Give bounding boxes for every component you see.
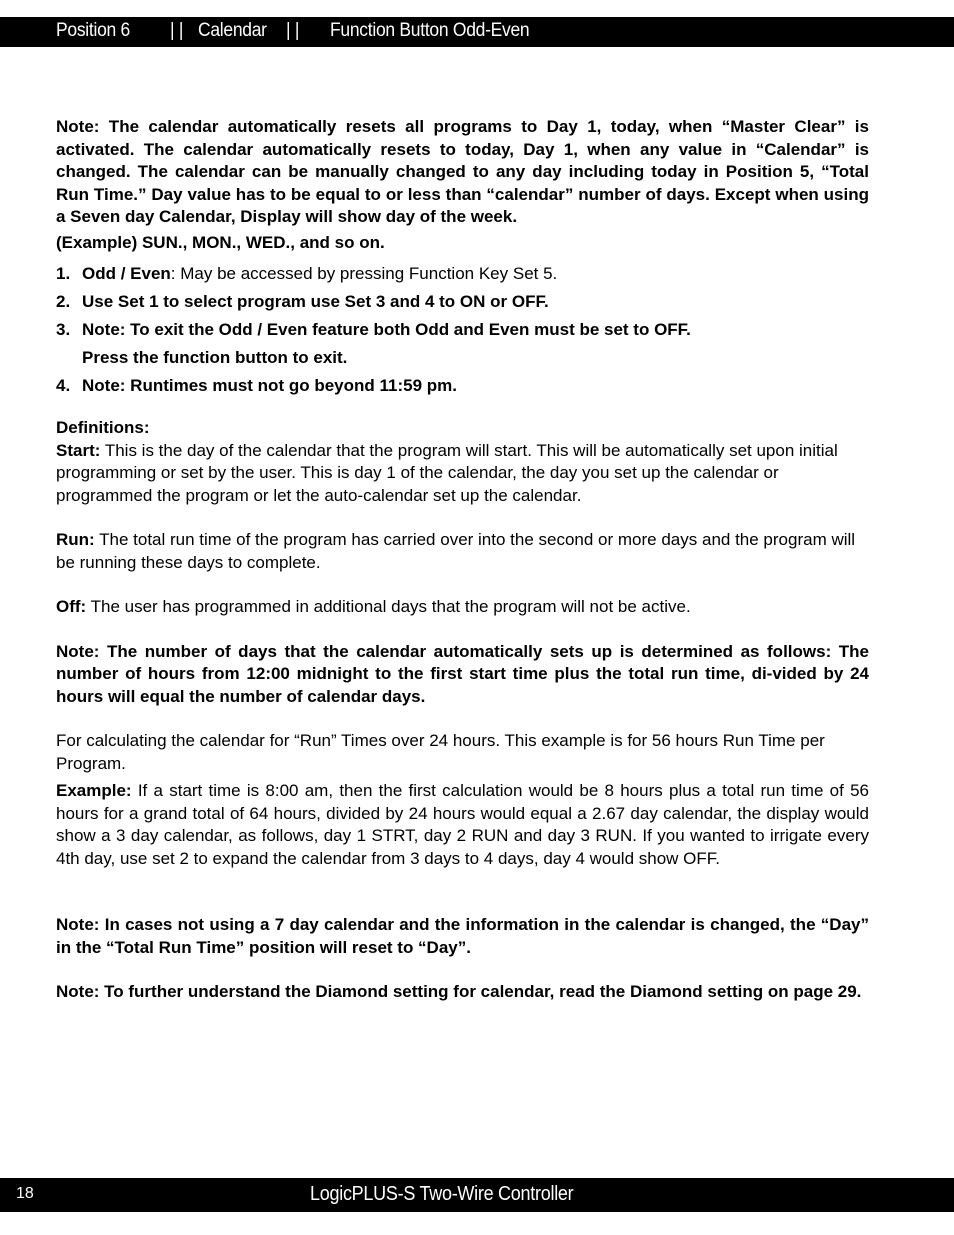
footer-title: LogicPLUS-S Two-Wire Controller xyxy=(310,1183,574,1205)
step-text: Note: To exit the Odd / Even feature both Odd and Even must be set to OFF. xyxy=(82,320,691,339)
diamond-setting-note: Note: To further understand the Diamond setting for calendar, read the Diamond setting on page 29. xyxy=(56,982,862,1001)
list-item: 3. Note: To exit the Odd / Even feature both Odd and Even must be set to OFF. xyxy=(56,316,869,344)
header-separator: | | xyxy=(286,20,300,41)
calendar-days-note: Note: The number of days that the calendar automatically sets up is determined as follows: The number of hours from 12:00 midnight to the first start time plus the total run time, di-vided by 24 hours will equal the number of calendar days. xyxy=(56,641,869,706)
list-item: 1. Odd / Even: May be accessed by pressing Function Key Set 5. xyxy=(56,264,558,283)
header-position: Position 6 xyxy=(56,20,131,41)
definition-off: Off: The user has programmed in additional days that the program will not be active. xyxy=(56,597,691,616)
step-text: Press the function button to exit. xyxy=(82,348,348,367)
header-section: Calendar xyxy=(198,20,267,41)
definition-run: Run: The total run time of the program has carried over into the second or more days and the program will be running these days to complete. xyxy=(56,530,856,572)
header-topic: Function Button Odd-Even xyxy=(330,20,530,41)
list-item: 2. Use Set 1 to select program use Set 3 and 4 to ON or OFF. xyxy=(56,288,869,316)
calendar-example-note: (Example) SUN., MON., WED., and so on. xyxy=(56,232,385,252)
list-item: 4. Note: Runtimes must not go beyond 11:59 pm. xyxy=(56,372,869,400)
step-label: Odd / Even xyxy=(82,264,171,283)
header-separator: | | xyxy=(170,20,184,41)
footer-bar xyxy=(0,1178,954,1212)
seven-day-note: Note: In cases not using a 7 day calendar and the information in the calendar is changed, the “Day” in the “Total Run Time” position will reset to “Day”. xyxy=(56,915,869,957)
header-bar xyxy=(0,17,954,47)
example-paragraph: Example: If a start time is 8:00 am, then the first calculation would be 8 hours plus a total run time of 56 hours for a grand total of 64 hours, divided by 24 hours would equal a 2.67 day calendar, the display would show a 3 day calendar, as follows, day 1 STRT, day 2 RUN and day 3 RUN. If you wanted to irrigate every 4th day, use set 2 to expand the calendar from 3 days to 4 days, day 4 would show OFF. xyxy=(56,781,869,868)
calendar-reset-note: Note: The calendar automatically resets all programs to Day 1, today, when “Master Clear” is activated. The calendar automatically resets to today, Day 1, when any value in “Calendar” is changed. The calendar can be manually changed to any day including today in Position 5, “Total Run Time.” Day value has to be equal to or less than “calendar” number of days. Except when using a Seven day Calendar, Display will show day of the week. xyxy=(56,117,869,226)
calculation-intro: For calculating the calendar for “Run” Times over 24 hours. This example is for 56 hours Run Time per Program. xyxy=(56,731,825,773)
page-body xyxy=(56,116,869,1004)
page-number: 18 xyxy=(16,1185,34,1202)
list-item-continuation xyxy=(56,344,869,372)
step-text: Use Set 1 to select program use Set 3 and 4 to ON or OFF. xyxy=(82,292,549,311)
definitions-heading: Definitions: xyxy=(56,418,150,437)
definition-start: Start: This is the day of the calendar that the program will start. This will be automatically set upon initial programming or set by the user. This is day 1 of the calendar, the day you set up the calendar or programmed the program or let the auto-calendar set up the calendar. xyxy=(56,440,838,505)
steps-list xyxy=(56,260,869,400)
step-text: : May be accessed by pressing Function Key Set 5. xyxy=(170,264,558,283)
step-text: Note: Runtimes must not go beyond 11:59 pm. xyxy=(82,376,457,395)
